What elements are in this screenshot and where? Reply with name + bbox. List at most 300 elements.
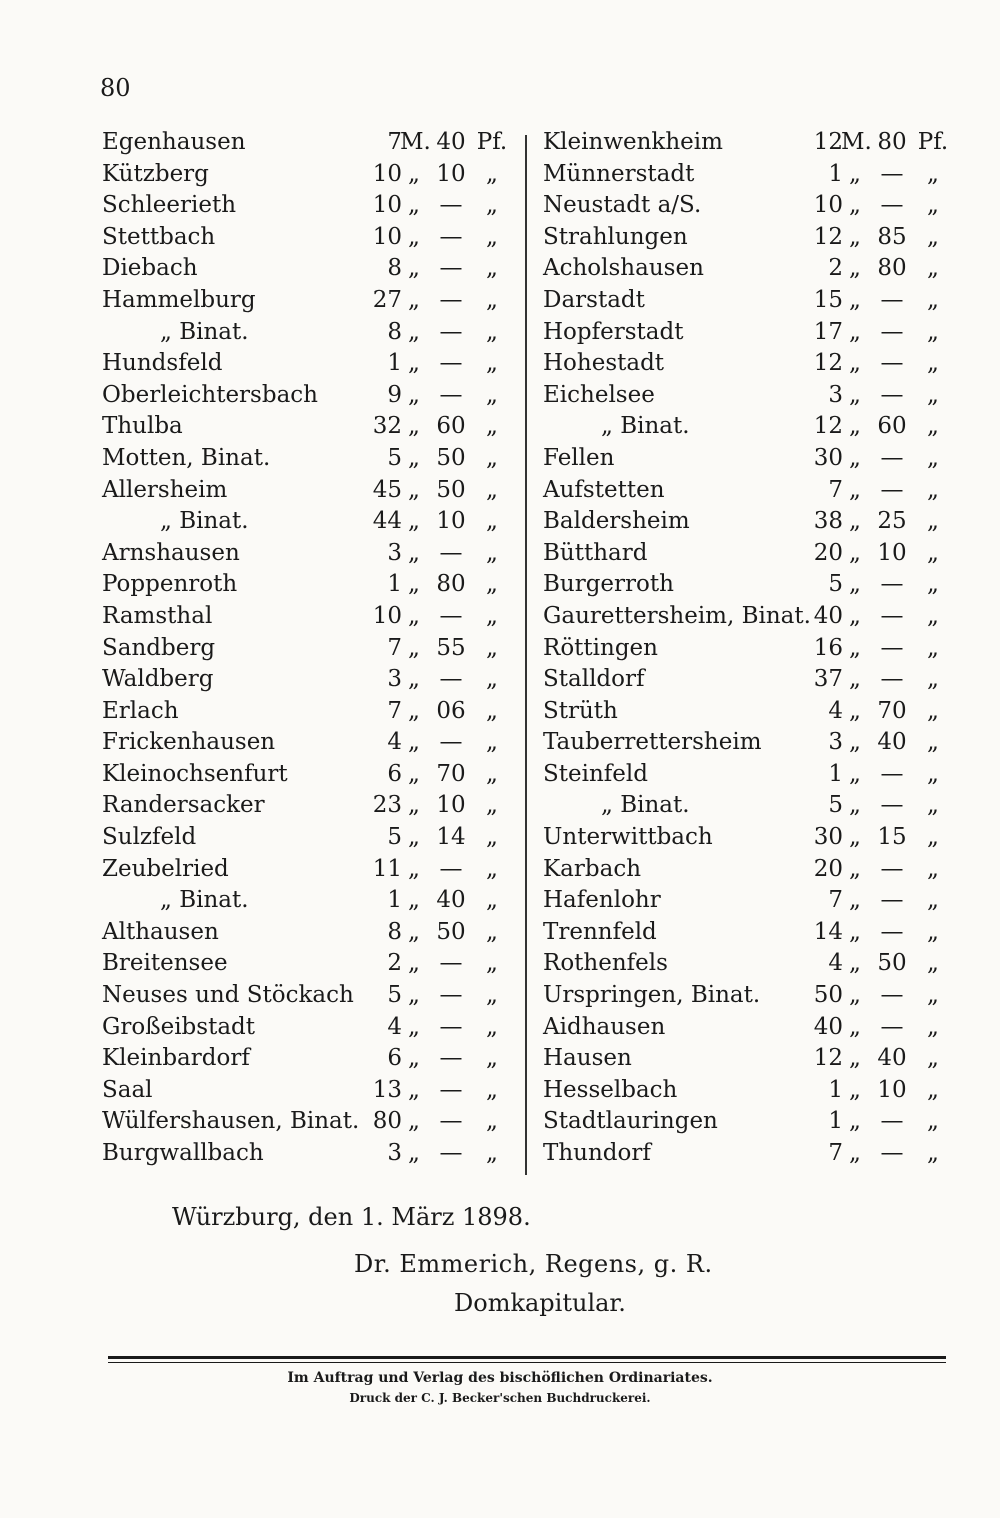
table-row <box>543 1106 951 1138</box>
pfennig-unit: „ <box>486 792 498 819</box>
pfennig-value: — <box>439 1140 463 1166</box>
pfennig-unit: „ <box>486 666 498 693</box>
pfennig-value: 60 <box>877 413 907 440</box>
place-name: Hesselbach <box>543 1076 678 1103</box>
place-name: Strüth <box>543 697 618 724</box>
pfennig-value: — <box>880 602 904 629</box>
table-row <box>102 822 510 854</box>
pfennig-unit: „ <box>927 1140 939 1166</box>
place-name: Hohestadt <box>543 350 665 377</box>
pfennig-value: — <box>439 602 463 629</box>
mark-value: 8 <box>387 255 402 282</box>
table-row <box>102 885 510 917</box>
pfennig-unit: „ <box>927 760 939 787</box>
pfennig-value: — <box>880 918 904 945</box>
mark-value: 40 <box>813 1013 843 1040</box>
pfennig-unit: „ <box>486 1076 498 1103</box>
pfennig-value: — <box>439 223 463 250</box>
place-name: Hopferstadt <box>543 318 684 345</box>
mark-value: 1 <box>387 571 402 598</box>
pfennig-unit: „ <box>486 255 498 282</box>
table-row <box>543 569 951 601</box>
place-name: Acholshausen <box>543 255 704 282</box>
mark-unit: „ <box>849 350 861 377</box>
mark-value: 5 <box>387 824 402 851</box>
place-name: Randersacker <box>102 792 265 819</box>
pfennig-unit: „ <box>486 1013 498 1040</box>
pfennig-unit: „ <box>486 760 498 787</box>
place-name: Großeibstadt <box>102 1013 255 1040</box>
place-name: Karbach <box>543 855 642 882</box>
mark-unit: „ <box>408 918 420 945</box>
table-row <box>102 443 510 475</box>
pfennig-value: — <box>439 381 463 408</box>
pfennig-value: 70 <box>877 697 907 724</box>
mark-unit: „ <box>408 950 420 977</box>
mark-unit: „ <box>408 571 420 598</box>
table-row <box>102 633 510 665</box>
place-name: Poppenroth <box>102 571 238 598</box>
table-row <box>543 348 951 380</box>
table-row <box>543 411 951 443</box>
place-name: Bütthard <box>543 539 648 566</box>
table-row <box>102 727 510 759</box>
mark-unit: „ <box>849 792 861 819</box>
pfennig-value: 50 <box>436 918 466 945</box>
place-name: Eichelsee <box>543 381 655 408</box>
mark-unit: „ <box>849 160 861 187</box>
pfennig-value: — <box>439 666 463 693</box>
table-row <box>543 538 951 570</box>
mark-unit: „ <box>849 1108 861 1135</box>
table-row <box>543 380 951 412</box>
place-name: Sulzfeld <box>102 824 197 851</box>
mark-unit: „ <box>408 824 420 851</box>
table-row <box>102 190 510 222</box>
place-name: „ Binat. <box>601 792 690 819</box>
mark-unit: „ <box>408 982 420 1009</box>
mark-value: 50 <box>813 982 843 1009</box>
mark-unit: „ <box>849 918 861 945</box>
pfennig-value: — <box>439 729 463 756</box>
mark-value: 7 <box>828 887 843 914</box>
mark-unit: „ <box>849 887 861 914</box>
pfennig-value: — <box>439 1108 463 1135</box>
table-row <box>102 348 510 380</box>
table-row <box>543 285 951 317</box>
pfennig-value: 85 <box>877 223 907 250</box>
printer-line: Druck der C. J. Becker'schen Buchdruckerei. <box>349 1391 651 1405</box>
place-name: Burgwallbach <box>102 1140 264 1166</box>
pfennig-value: — <box>439 1045 463 1072</box>
pfennig-unit: „ <box>486 286 498 313</box>
place-name: Urspringen, Binat. <box>543 982 761 1009</box>
pfennig-value: — <box>880 855 904 882</box>
place-name: Zeubelried <box>102 855 229 882</box>
pfennig-value: — <box>880 192 904 219</box>
place-name: Ramsthal <box>102 602 213 629</box>
mark-unit: „ <box>408 855 420 882</box>
place-name: Diebach <box>102 255 198 282</box>
table-row <box>543 917 951 949</box>
pfennig-value: — <box>439 192 463 219</box>
mark-unit: „ <box>849 824 861 851</box>
place-name: „ Binat. <box>601 413 690 440</box>
pfennig-value: — <box>880 350 904 377</box>
pfennig-unit: „ <box>486 887 498 914</box>
pfennig-unit: „ <box>927 476 939 503</box>
pfennig-unit: „ <box>927 539 939 566</box>
mark-unit: „ <box>849 318 861 345</box>
place-name: Fellen <box>543 444 615 471</box>
pfennig-unit: „ <box>927 444 939 471</box>
place-name: Arnshausen <box>102 539 240 566</box>
place-name: Wülfershausen, Binat. <box>102 1108 360 1135</box>
table-row <box>543 1043 951 1075</box>
mark-unit: „ <box>849 666 861 693</box>
mark-value: 12 <box>813 223 843 250</box>
table-row <box>102 253 510 285</box>
pfennig-unit: „ <box>486 539 498 566</box>
place-name: Kleinochsenfurt <box>102 760 288 787</box>
column-divider <box>525 135 527 1175</box>
place-name: Sandberg <box>102 634 216 661</box>
place-name: „ Binat. <box>160 508 249 535</box>
mark-value: 32 <box>372 413 402 440</box>
place-name: Röttingen <box>543 634 658 661</box>
mark-value: 4 <box>387 1013 402 1040</box>
table-row <box>102 917 510 949</box>
mark-value: 10 <box>813 192 843 219</box>
mark-value: 5 <box>387 982 402 1009</box>
place-name: Kützberg <box>102 160 209 187</box>
pfennig-value: — <box>880 887 904 914</box>
mark-unit: „ <box>408 539 420 566</box>
mark-value: 4 <box>828 697 843 724</box>
mark-unit: „ <box>849 508 861 535</box>
mark-unit: „ <box>849 286 861 313</box>
pfennig-value: 50 <box>877 950 907 977</box>
pfennig-value: 50 <box>436 444 466 471</box>
pfennig-value: — <box>880 444 904 471</box>
mark-unit: „ <box>849 192 861 219</box>
pfennig-value: 10 <box>436 792 466 819</box>
place-name: Baldersheim <box>543 508 690 535</box>
mark-unit: „ <box>849 223 861 250</box>
pfennig-unit: „ <box>486 508 498 535</box>
table-row <box>102 854 510 886</box>
pfennig-value: 10 <box>436 160 466 187</box>
pfennig-value: — <box>880 634 904 661</box>
pfennig-unit: „ <box>486 855 498 882</box>
place-name: Stalldorf <box>543 666 645 693</box>
pfennig-value: — <box>880 760 904 787</box>
pfennig-value: 15 <box>877 824 907 851</box>
mark-unit: „ <box>849 602 861 629</box>
table-row <box>543 475 951 507</box>
mark-unit: „ <box>408 350 420 377</box>
place-name: Erlach <box>102 697 179 724</box>
pfennig-value: 40 <box>436 887 466 914</box>
pfennig-value: 10 <box>877 539 907 566</box>
place-name: Hundsfeld <box>102 350 223 377</box>
place-name: Althausen <box>102 918 219 945</box>
table-row <box>102 222 510 254</box>
pfennig-unit: „ <box>927 413 939 440</box>
mark-unit: „ <box>849 697 861 724</box>
mark-value: 7 <box>828 1140 843 1166</box>
pfennig-unit: „ <box>927 918 939 945</box>
mark-value: 1 <box>828 160 843 187</box>
table-row <box>543 854 951 886</box>
dateline: Würzburg, den 1. März 1898. <box>172 1203 531 1231</box>
mark-value: 4 <box>387 729 402 756</box>
mark-value: 38 <box>813 508 843 535</box>
mark-unit: M. <box>841 129 872 155</box>
table-row <box>543 759 951 791</box>
pfennig-unit: „ <box>486 318 498 345</box>
table-row <box>543 443 951 475</box>
mark-value: 17 <box>813 318 843 345</box>
mark-value: 20 <box>813 855 843 882</box>
pfennig-unit: „ <box>927 286 939 313</box>
pfennig-value: 14 <box>436 824 466 851</box>
place-name: Burgerroth <box>543 571 674 598</box>
page-number: 80 <box>100 74 131 102</box>
mark-value: 14 <box>813 918 843 945</box>
pfennig-value: — <box>439 286 463 313</box>
pfennig-unit: „ <box>486 192 498 219</box>
pfennig-value: — <box>439 1076 463 1103</box>
mark-value: 3 <box>828 381 843 408</box>
mark-value: 10 <box>372 223 402 250</box>
table-row <box>102 569 510 601</box>
pfennig-unit: „ <box>486 444 498 471</box>
table-row <box>543 790 951 822</box>
pfennig-unit: „ <box>486 729 498 756</box>
mark-unit: „ <box>849 729 861 756</box>
pfennig-unit: „ <box>927 1013 939 1040</box>
place-name: Darstadt <box>543 286 645 313</box>
mark-unit: „ <box>849 1045 861 1072</box>
table-row <box>543 948 951 980</box>
place-name: Aidhausen <box>543 1013 666 1040</box>
table-row <box>102 159 510 191</box>
pfennig-unit: „ <box>927 666 939 693</box>
pfennig-value: — <box>880 318 904 345</box>
footer-rule <box>108 1356 946 1359</box>
pfennig-unit: Pf. <box>917 129 949 155</box>
table-row <box>543 822 951 854</box>
place-name: Saal <box>102 1076 153 1103</box>
pfennig-value: 70 <box>436 760 466 787</box>
footer-rule-thin <box>108 1362 946 1363</box>
mark-unit: „ <box>849 1013 861 1040</box>
mark-unit: „ <box>408 697 420 724</box>
place-name: Gaurettersheim, Binat. <box>543 602 811 629</box>
table-row <box>102 506 510 538</box>
mark-unit: „ <box>408 602 420 629</box>
place-name: Stettbach <box>102 223 216 250</box>
mark-value: 1 <box>828 1108 843 1135</box>
pfennig-unit: „ <box>927 350 939 377</box>
mark-value: 30 <box>813 824 843 851</box>
table-row <box>102 411 510 443</box>
mark-value: 15 <box>813 286 843 313</box>
table-row <box>102 948 510 980</box>
table-row <box>543 980 951 1012</box>
pfennig-unit: „ <box>486 381 498 408</box>
pfennig-unit: „ <box>927 602 939 629</box>
place-name: Breitensee <box>102 950 228 977</box>
place-name: Aufstetten <box>543 476 665 503</box>
pfennig-value: 25 <box>877 508 907 535</box>
pfennig-unit: „ <box>927 508 939 535</box>
place-name: Motten, Binat. <box>102 444 271 471</box>
place-name: Hausen <box>543 1045 632 1072</box>
place-name: Tauberrettersheim <box>543 729 762 756</box>
mark-value: 8 <box>387 918 402 945</box>
pfennig-unit: „ <box>927 824 939 851</box>
mark-value: 12 <box>813 350 843 377</box>
pfennig-value: 80 <box>436 571 466 598</box>
mark-value: 1 <box>387 887 402 914</box>
mark-value: 2 <box>387 950 402 977</box>
pfennig-value: — <box>880 1013 904 1040</box>
pfennig-unit: „ <box>486 1108 498 1135</box>
mark-value: 20 <box>813 539 843 566</box>
mark-value: 10 <box>372 160 402 187</box>
mark-unit: „ <box>408 223 420 250</box>
place-name: Kleinbardorf <box>102 1045 250 1072</box>
table-row <box>543 190 951 222</box>
mark-unit: „ <box>849 950 861 977</box>
table-row <box>102 127 510 159</box>
mark-value: 7 <box>387 129 402 155</box>
mark-value: 7 <box>387 697 402 724</box>
pfennig-unit: „ <box>927 950 939 977</box>
mark-unit: „ <box>408 1076 420 1103</box>
mark-unit: „ <box>408 476 420 503</box>
mark-unit: „ <box>408 286 420 313</box>
table-row <box>543 127 951 159</box>
mark-unit: „ <box>408 666 420 693</box>
place-name: Stadtlauringen <box>543 1108 718 1135</box>
mark-unit: „ <box>849 982 861 1009</box>
mark-unit: „ <box>408 634 420 661</box>
pfennig-unit: „ <box>486 950 498 977</box>
mark-value: 3 <box>828 729 843 756</box>
place-name: Neuses und Stöckach <box>102 982 354 1009</box>
mark-value: 3 <box>387 1140 402 1166</box>
left-column <box>102 127 510 1170</box>
mark-value: 45 <box>372 476 402 503</box>
pfennig-unit: „ <box>486 476 498 503</box>
pfennig-unit: „ <box>486 602 498 629</box>
table-row <box>543 1075 951 1107</box>
table-row <box>543 696 951 728</box>
mark-value: 1 <box>828 1076 843 1103</box>
mark-unit: „ <box>849 571 861 598</box>
mark-unit: „ <box>408 760 420 787</box>
pfennig-unit: „ <box>927 255 939 282</box>
mark-value: 6 <box>387 1045 402 1072</box>
mark-unit: „ <box>408 192 420 219</box>
pfennig-value: — <box>880 982 904 1009</box>
mark-unit: M. <box>400 129 431 155</box>
pfennig-value: — <box>439 539 463 566</box>
table-row <box>543 664 951 696</box>
mark-unit: „ <box>408 381 420 408</box>
mark-unit: „ <box>849 855 861 882</box>
table-row <box>102 1043 510 1075</box>
mark-unit: „ <box>849 444 861 471</box>
mark-value: 10 <box>372 192 402 219</box>
pfennig-value: 10 <box>436 508 466 535</box>
place-name: Thundorf <box>543 1140 651 1166</box>
pfennig-value: — <box>880 1108 904 1135</box>
pfennig-value: 60 <box>436 413 466 440</box>
pfennig-unit: „ <box>927 982 939 1009</box>
publisher-line: Im Auftrag und Verlag des bischöflichen Ordinariates. <box>287 1370 713 1386</box>
table-row <box>102 317 510 349</box>
mark-unit: „ <box>408 508 420 535</box>
mark-value: 10 <box>372 602 402 629</box>
pfennig-unit: „ <box>927 855 939 882</box>
mark-value: 30 <box>813 444 843 471</box>
mark-value: 6 <box>387 760 402 787</box>
pfennig-unit: „ <box>927 729 939 756</box>
pfennig-unit: „ <box>927 381 939 408</box>
place-name: Trennfeld <box>543 918 657 945</box>
table-row <box>102 538 510 570</box>
mark-value: 9 <box>387 381 402 408</box>
pfennig-unit: „ <box>927 160 939 187</box>
mark-value: 80 <box>372 1108 402 1135</box>
mark-value: 2 <box>828 255 843 282</box>
pfennig-value: — <box>439 855 463 882</box>
mark-value: 16 <box>813 634 843 661</box>
table-row <box>543 317 951 349</box>
mark-value: 11 <box>372 855 402 882</box>
place-name: Unterwittbach <box>543 824 713 851</box>
mark-unit: „ <box>408 792 420 819</box>
mark-unit: „ <box>849 413 861 440</box>
pfennig-value: — <box>880 381 904 408</box>
pfennig-value: — <box>880 571 904 598</box>
pfennig-unit: „ <box>486 571 498 598</box>
pfennig-value: 40 <box>877 1045 907 1072</box>
table-row <box>102 1138 510 1170</box>
table-row <box>102 980 510 1012</box>
place-name: Kleinwenkheim <box>543 129 723 155</box>
pfennig-value: — <box>880 666 904 693</box>
mark-unit: „ <box>408 444 420 471</box>
pfennig-unit: „ <box>486 824 498 851</box>
pfennig-value: 50 <box>436 476 466 503</box>
pfennig-value: — <box>439 255 463 282</box>
mark-value: 1 <box>828 760 843 787</box>
pfennig-unit: „ <box>486 697 498 724</box>
place-name: Schleerieth <box>102 192 237 219</box>
table-row <box>543 633 951 665</box>
pfennig-value: — <box>439 982 463 1009</box>
table-row <box>543 601 951 633</box>
mark-unit: „ <box>408 1140 420 1166</box>
right-column <box>543 127 951 1170</box>
pfennig-unit: „ <box>927 792 939 819</box>
pfennig-value: — <box>880 476 904 503</box>
